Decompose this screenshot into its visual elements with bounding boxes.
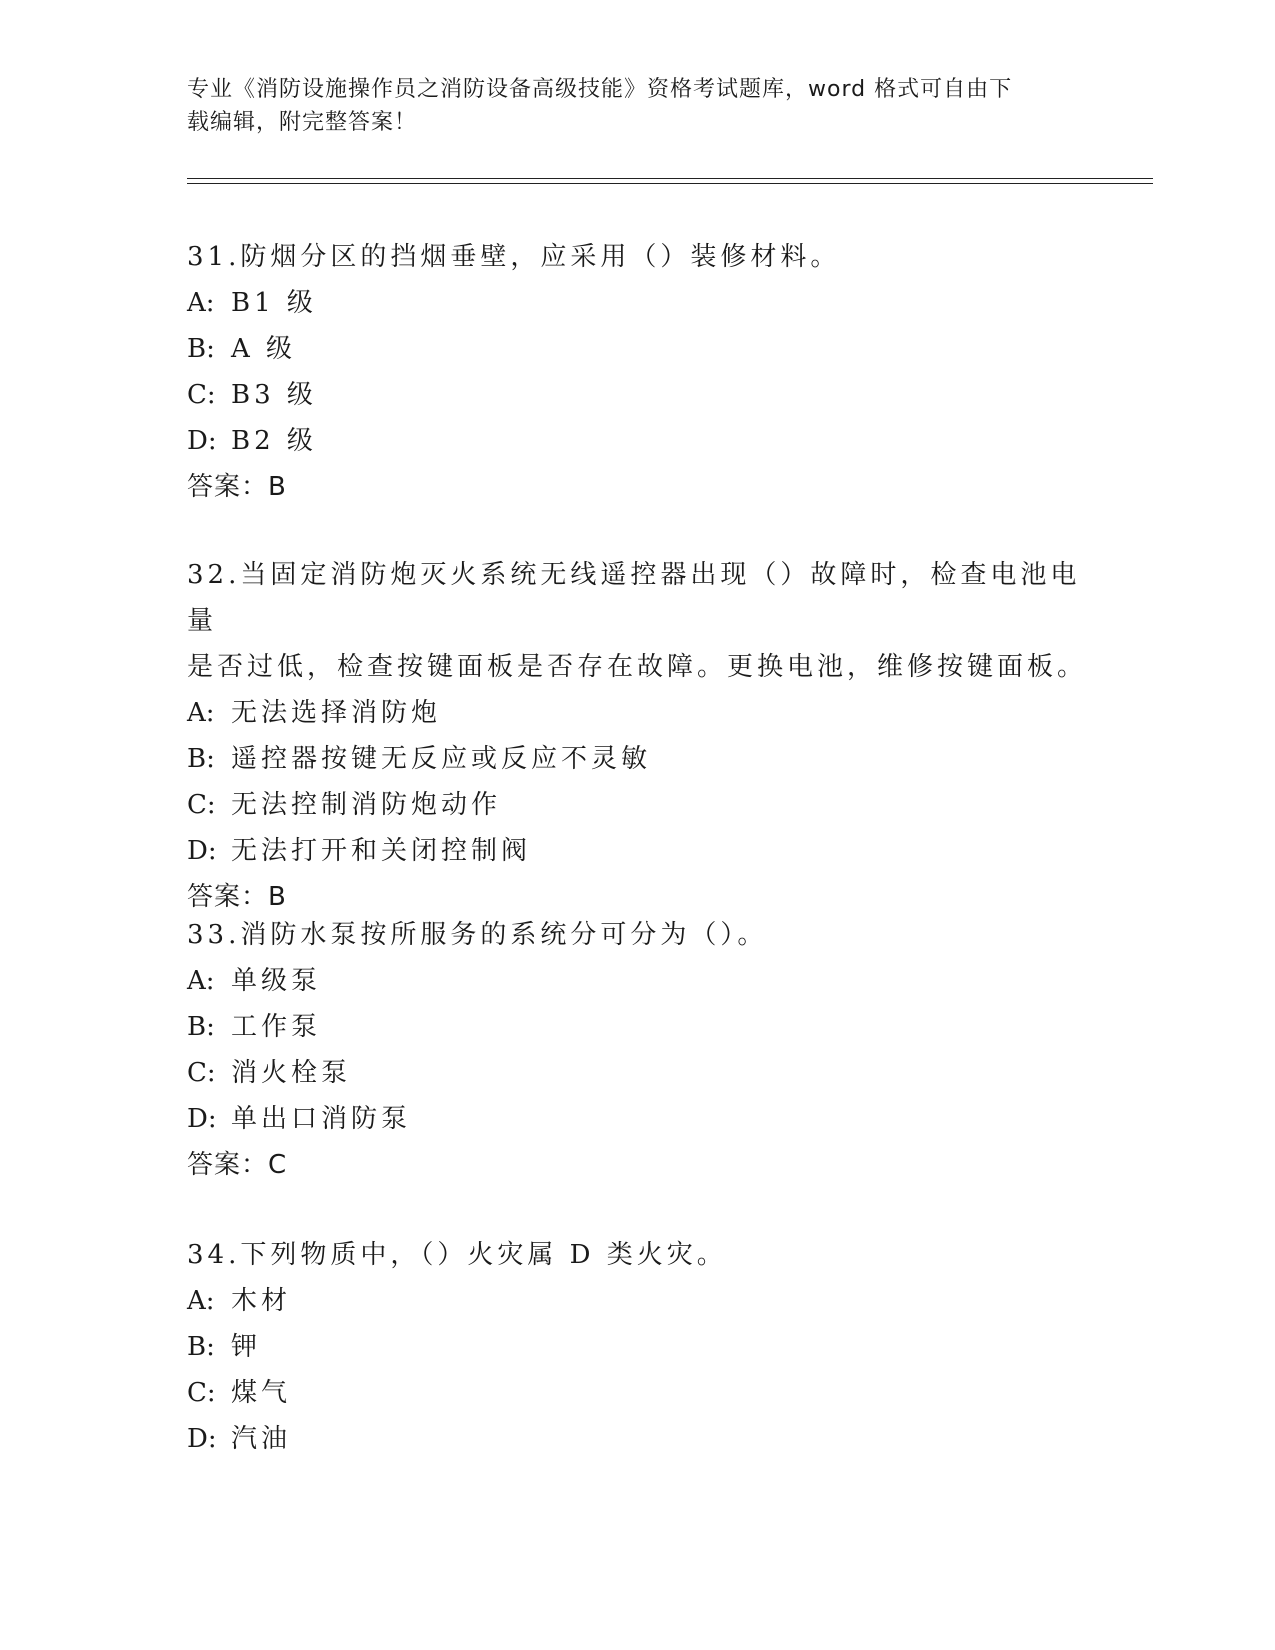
question-stem: 34.下列物质中，（）火灾属 D 类火灾。	[187, 1240, 727, 1270]
option-b	[187, 326, 1087, 372]
header-divider-bottom	[187, 183, 1153, 184]
question-stem: 33.消防水泵按所服务的系统分可分为（）。	[187, 920, 768, 950]
question-33	[187, 912, 1087, 1188]
option-text: 遥控器按键无反应或反应不灵敏	[231, 744, 652, 774]
option-letter: A:	[187, 1286, 215, 1316]
option-text: B3 级	[231, 380, 317, 410]
option-text: 工作泵	[231, 1012, 322, 1042]
option-c	[187, 1370, 1087, 1416]
option-letter: D:	[187, 426, 217, 456]
question-stem-continued: 是否过低，检查按键面板是否存在故障。更换电池，维修按键面板。	[187, 652, 1088, 682]
option-text: B1 级	[231, 288, 317, 318]
question-stem: 31.防烟分区的挡烟垂壁，应采用（）装修材料。	[187, 242, 841, 272]
option-text: 无法选择消防炮	[231, 698, 442, 728]
answer-line: 答案：B	[187, 472, 287, 502]
option-a	[187, 280, 1087, 326]
option-c	[187, 782, 1087, 828]
option-b	[187, 736, 1087, 782]
header-line-1: 专业《消防设施操作员之消防设备高级技能》资格考试题库，word 格式可自由下	[187, 77, 1013, 102]
question-stem: 32.当固定消防炮灭火系统无线遥控器出现（）故障时，检查电池电量	[187, 560, 1081, 636]
option-letter: A:	[187, 288, 215, 318]
option-c	[187, 372, 1087, 418]
option-text: B2 级	[231, 426, 317, 456]
option-letter: B:	[187, 334, 215, 364]
option-b	[187, 1324, 1087, 1370]
option-a	[187, 1278, 1087, 1324]
option-d	[187, 1096, 1087, 1142]
option-text: 钾	[231, 1332, 262, 1362]
option-a	[187, 690, 1087, 736]
option-letter: B:	[187, 744, 215, 774]
question-31	[187, 234, 1087, 510]
question-32	[187, 552, 1087, 920]
answer-line: 答案：B	[187, 882, 287, 912]
option-text: 单出口消防泵	[231, 1104, 412, 1134]
option-d	[187, 1416, 1087, 1462]
option-letter: C:	[187, 380, 216, 410]
option-text: 煤气	[231, 1378, 292, 1408]
option-letter: D:	[187, 836, 217, 866]
option-d	[187, 418, 1087, 464]
option-d	[187, 828, 1087, 874]
option-text: 消火栓泵	[231, 1058, 352, 1088]
option-text: 木材	[231, 1286, 292, 1316]
answer-line: 答案：C	[187, 1150, 288, 1180]
option-letter: A:	[187, 698, 215, 728]
document-header	[187, 73, 1067, 139]
option-text: A 级	[231, 334, 297, 364]
option-a	[187, 958, 1087, 1004]
option-letter: B:	[187, 1332, 215, 1362]
header-divider-top	[187, 178, 1153, 179]
option-letter: D:	[187, 1424, 217, 1454]
option-letter: D:	[187, 1104, 217, 1134]
option-letter: C:	[187, 790, 216, 820]
question-34	[187, 1232, 1087, 1462]
option-text: 汽油	[231, 1424, 292, 1454]
option-text: 单级泵	[231, 966, 322, 996]
option-letter: B:	[187, 1012, 215, 1042]
option-letter: C:	[187, 1378, 216, 1408]
option-text: 无法控制消防炮动作	[231, 790, 502, 820]
option-letter: A:	[187, 966, 215, 996]
option-c	[187, 1050, 1087, 1096]
header-line-2: 载编辑，附完整答案！	[187, 110, 418, 135]
option-text: 无法打开和关闭控制阀	[231, 836, 532, 866]
option-b	[187, 1004, 1087, 1050]
option-letter: C:	[187, 1058, 216, 1088]
